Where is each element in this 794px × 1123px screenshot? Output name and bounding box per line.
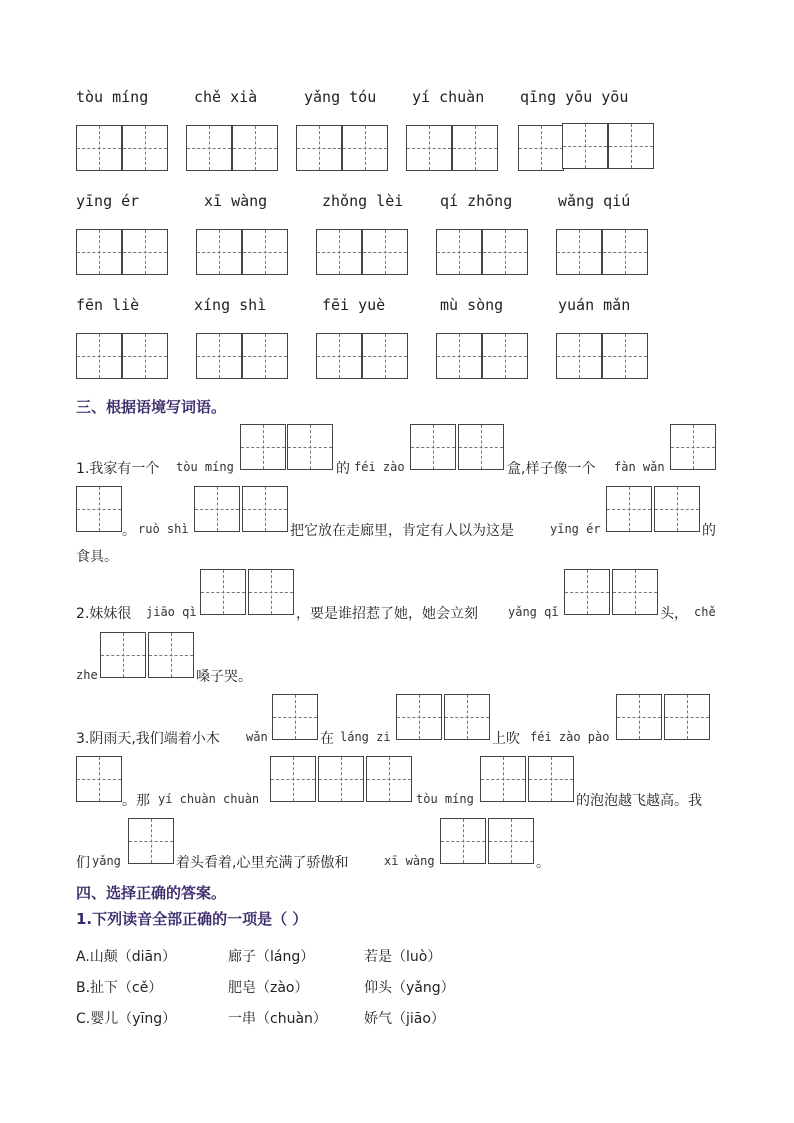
question-text: 1.下列读音全部正确的一项是（ ） bbox=[76, 910, 308, 928]
pinyin-label: mù sòng bbox=[440, 296, 504, 314]
sentence-text: 1.我家有一个 bbox=[76, 461, 160, 477]
writing-cell[interactable] bbox=[242, 486, 288, 532]
writing-cell[interactable] bbox=[410, 424, 456, 470]
pinyin-hint: ruò shì bbox=[138, 522, 189, 536]
writing-cell[interactable] bbox=[564, 569, 610, 615]
writing-cell[interactable] bbox=[528, 756, 574, 802]
option-b-item[interactable]: B.扯下（cě） bbox=[76, 980, 163, 996]
writing-cell[interactable] bbox=[480, 756, 526, 802]
sentence-text: 的泡泡越飞越高。我 bbox=[576, 793, 702, 809]
pinyin-hint: xī wàng bbox=[384, 854, 435, 868]
option-a-item: 廊子（láng） bbox=[228, 949, 315, 965]
writing-cell[interactable] bbox=[186, 125, 232, 171]
writing-cell[interactable] bbox=[242, 229, 288, 275]
writing-cell[interactable] bbox=[240, 424, 286, 470]
writing-cell[interactable] bbox=[316, 229, 362, 275]
writing-cell[interactable] bbox=[122, 333, 168, 379]
section-heading: 四、选择正确的答案。 bbox=[76, 884, 227, 902]
writing-cell[interactable] bbox=[608, 123, 654, 169]
sentence-text: ，要是谁招惹了她，她会立刻 bbox=[296, 606, 478, 622]
writing-cell[interactable] bbox=[76, 125, 122, 171]
pinyin-label: yuán mǎn bbox=[558, 296, 631, 314]
pinyin-hint: yǎng qǐ bbox=[508, 605, 559, 619]
pinyin-hint: tòu míng bbox=[416, 792, 474, 806]
writing-cell[interactable] bbox=[436, 229, 482, 275]
writing-cell[interactable] bbox=[194, 486, 240, 532]
writing-cell[interactable] bbox=[342, 125, 388, 171]
pinyin-hint: láng zi bbox=[340, 730, 391, 744]
writing-cell[interactable] bbox=[518, 125, 564, 171]
pinyin-label: yīng ér bbox=[76, 192, 140, 210]
pinyin-hint: tòu míng bbox=[176, 460, 234, 474]
pinyin-label: yí chuàn bbox=[412, 88, 485, 106]
pinyin-hint: yí chuàn chuàn bbox=[158, 792, 260, 806]
pinyin-label: zhǒng lèi bbox=[322, 192, 404, 210]
writing-cell[interactable] bbox=[602, 333, 648, 379]
sentence-text: 着头看着,心里充满了骄傲和 bbox=[176, 855, 349, 871]
sentence-text: 嗓子哭。 bbox=[196, 669, 252, 685]
writing-cell[interactable] bbox=[664, 694, 710, 740]
pinyin-label: xī wàng bbox=[204, 192, 268, 210]
pinyin-hint: zhe bbox=[76, 668, 98, 682]
pinyin-label: yǎng tóu bbox=[304, 88, 377, 106]
option-b-item: 仰头（yǎng） bbox=[364, 980, 455, 996]
writing-cell[interactable] bbox=[606, 486, 652, 532]
writing-cell[interactable] bbox=[444, 694, 490, 740]
pinyin-hint: féi zào pào bbox=[530, 730, 610, 744]
writing-cell[interactable] bbox=[122, 125, 168, 171]
writing-cell[interactable] bbox=[128, 818, 174, 864]
writing-cell[interactable] bbox=[200, 569, 246, 615]
option-a-item[interactable]: A.山颠（diān） bbox=[76, 949, 177, 965]
pinyin-label: xíng shì bbox=[194, 296, 267, 314]
writing-cell[interactable] bbox=[76, 756, 122, 802]
sentence-text: 们 bbox=[76, 855, 90, 871]
writing-cell[interactable] bbox=[654, 486, 700, 532]
sentence-text: 的 bbox=[702, 523, 716, 539]
sentence-text: 。 bbox=[122, 523, 136, 539]
writing-cell[interactable] bbox=[316, 333, 362, 379]
pinyin-label: fēn liè bbox=[76, 296, 140, 314]
writing-cell[interactable] bbox=[296, 125, 342, 171]
writing-cell[interactable] bbox=[362, 229, 408, 275]
writing-cell[interactable] bbox=[556, 333, 602, 379]
writing-cell[interactable] bbox=[196, 333, 242, 379]
pinyin-hint: wǎn bbox=[246, 730, 268, 744]
writing-cell[interactable] bbox=[76, 333, 122, 379]
sentence-text: 食具。 bbox=[76, 549, 118, 565]
sentence-text: 2.妹妹很 bbox=[76, 606, 132, 622]
sentence-text: 在 bbox=[320, 731, 334, 747]
sentence-text: 把它放在走廊里，肯定有人以为这是 bbox=[290, 523, 514, 539]
sentence-text: 的 bbox=[336, 461, 350, 477]
pinyin-hint: yǎng bbox=[92, 854, 121, 868]
sentence-text: 。那 bbox=[122, 793, 150, 809]
option-b-item: 肥皂（zào） bbox=[228, 980, 309, 996]
writing-cell[interactable] bbox=[318, 756, 364, 802]
writing-cell[interactable] bbox=[362, 333, 408, 379]
writing-cell[interactable] bbox=[248, 569, 294, 615]
pinyin-hint: jiāo qì bbox=[146, 605, 197, 619]
writing-cell[interactable] bbox=[458, 424, 504, 470]
writing-cell[interactable] bbox=[482, 333, 528, 379]
pinyin-label: wǎng qiú bbox=[558, 192, 631, 210]
option-a-item: 若是（luò） bbox=[364, 949, 442, 965]
pinyin-hint: chě bbox=[694, 605, 716, 619]
writing-cell[interactable] bbox=[148, 632, 194, 678]
writing-cell[interactable] bbox=[556, 229, 602, 275]
writing-cell[interactable] bbox=[122, 229, 168, 275]
writing-cell[interactable] bbox=[616, 694, 662, 740]
sentence-text: 上吹 bbox=[492, 731, 520, 747]
writing-cell[interactable] bbox=[440, 818, 486, 864]
writing-cell[interactable] bbox=[100, 632, 146, 678]
writing-cell[interactable] bbox=[242, 333, 288, 379]
writing-cell[interactable] bbox=[488, 818, 534, 864]
sentence-text: 。 bbox=[536, 855, 550, 871]
writing-cell[interactable] bbox=[232, 125, 278, 171]
option-c-item: 娇气（jiāo） bbox=[364, 1011, 445, 1027]
sentence-text: 盒,样子像一个 bbox=[507, 461, 596, 477]
writing-cell[interactable] bbox=[612, 569, 658, 615]
pinyin-label: chě xià bbox=[194, 88, 258, 106]
writing-cell[interactable] bbox=[287, 424, 333, 470]
writing-cell[interactable] bbox=[670, 424, 716, 470]
writing-cell[interactable] bbox=[602, 229, 648, 275]
writing-cell[interactable] bbox=[406, 125, 452, 171]
writing-cell[interactable] bbox=[482, 229, 528, 275]
writing-cell[interactable] bbox=[272, 694, 318, 740]
writing-cell[interactable] bbox=[562, 123, 608, 169]
section-heading: 三、根据语境写词语。 bbox=[76, 398, 227, 416]
option-c-item[interactable]: C.婴儿（yīng） bbox=[76, 1011, 177, 1027]
pinyin-label: qīng yōu yōu bbox=[520, 88, 629, 106]
writing-cell[interactable] bbox=[76, 229, 122, 275]
pinyin-hint: yīng ér bbox=[550, 522, 601, 536]
pinyin-label: tòu míng bbox=[76, 88, 149, 106]
pinyin-hint: fàn wǎn bbox=[614, 460, 665, 474]
sentence-text: 头， bbox=[660, 606, 688, 622]
writing-cell[interactable] bbox=[436, 333, 482, 379]
writing-cell[interactable] bbox=[452, 125, 498, 171]
writing-cell[interactable] bbox=[76, 486, 122, 532]
writing-cell[interactable] bbox=[366, 756, 412, 802]
pinyin-hint: féi zào bbox=[354, 460, 405, 474]
writing-cell[interactable] bbox=[396, 694, 442, 740]
writing-cell[interactable] bbox=[196, 229, 242, 275]
sentence-text: 3.阴雨天,我们端着小木 bbox=[76, 731, 220, 747]
pinyin-label: fēi yuè bbox=[322, 296, 386, 314]
writing-cell[interactable] bbox=[270, 756, 316, 802]
option-c-item: 一串（chuàn） bbox=[228, 1011, 327, 1027]
pinyin-label: qí zhōng bbox=[440, 192, 513, 210]
